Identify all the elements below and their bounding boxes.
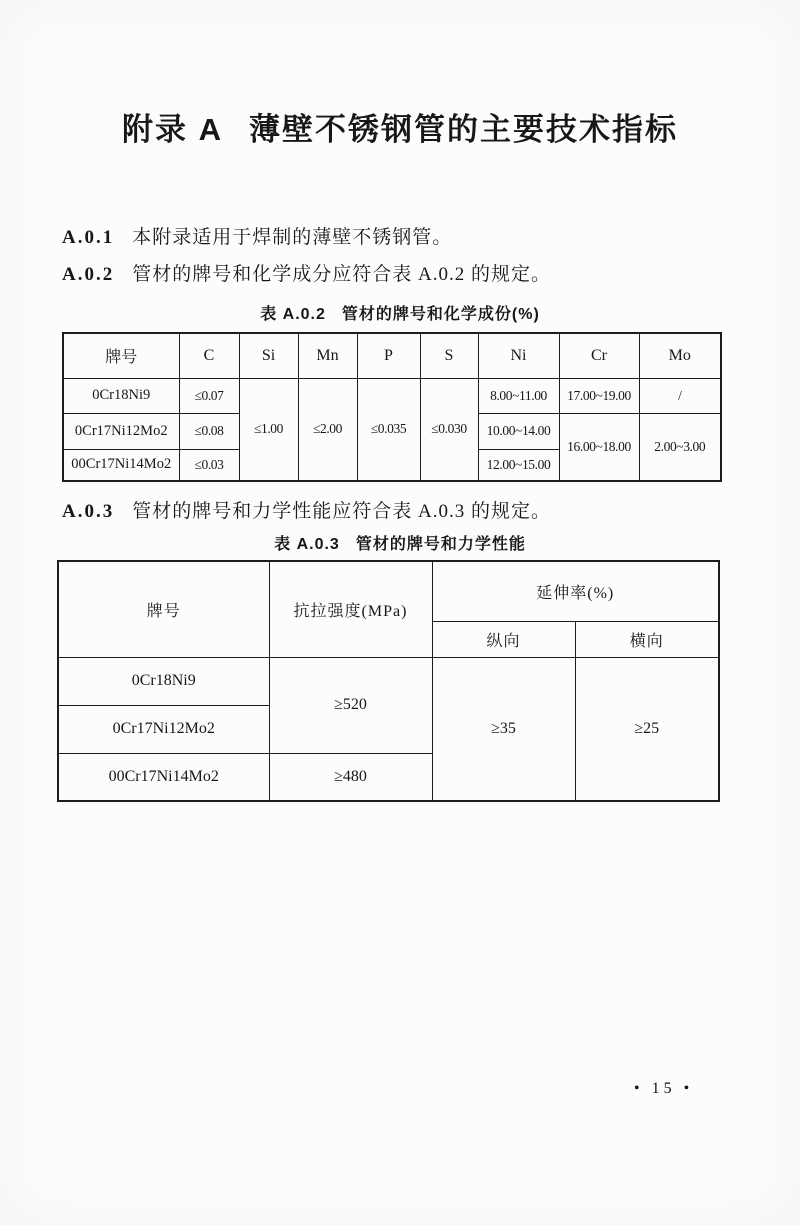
a02-header-ni: Ni (478, 333, 559, 378)
clause-a0-1-text: 本附录适用于焊制的薄壁不锈钢管。 (132, 227, 453, 248)
a02-s-merged: ≤0.030 (420, 378, 478, 481)
a02-p-merged: ≤0.035 (357, 378, 420, 481)
a02-cr-rows2-3: 16.00~18.00 (559, 413, 639, 481)
a03-elongation-longitudinal: ≥35 (432, 657, 575, 801)
page-title (0, 104, 800, 149)
clause-a0-3-text: 管材的牌号和力学性能应符合表 A.0.3 的规定。 (132, 501, 551, 522)
a02-c-row1: ≤0.07 (179, 378, 239, 413)
table-a03-caption-text: 管材的牌号和力学性能 (355, 536, 526, 553)
a02-ni-row2: 10.00~14.00 (478, 413, 559, 449)
table-a03-caption (0, 531, 800, 554)
clause-a0-2-number: A.0.2 (62, 264, 115, 285)
table-a02-header-row (63, 333, 721, 378)
a02-c-row2: ≤0.08 (179, 413, 239, 449)
table-a02-caption (0, 301, 800, 324)
clause-a0-3 (62, 496, 551, 523)
a02-header-s: S (420, 333, 478, 378)
a02-si-merged: ≤1.00 (239, 378, 298, 481)
a02-header-mn: Mn (298, 333, 357, 378)
a02-c-row3: ≤0.03 (179, 449, 239, 481)
a02-grade-00cr17ni14mo2: 00Cr17Ni14Mo2 (63, 449, 179, 481)
table-a03-row-1 (58, 657, 719, 705)
title-appendix-label: 附录 A (122, 112, 223, 147)
clause-a0-2-text: 管材的牌号和化学成分应符合表 A.0.2 的规定。 (132, 264, 551, 285)
clause-a0-3-number: A.0.3 (62, 501, 115, 522)
a02-grade-0cr18ni9: 0Cr18Ni9 (63, 378, 179, 413)
a03-header-tensile: 抗拉强度(MPa) (269, 561, 432, 657)
table-a03-caption-label: 表 A.0.3 (274, 536, 340, 553)
a03-header-transverse: 横向 (575, 621, 719, 657)
table-a02-chemical-composition (62, 332, 722, 482)
a03-elongation-transverse: ≥25 (575, 657, 719, 801)
clause-a0-1-number: A.0.1 (62, 227, 115, 248)
a02-header-c: C (179, 333, 239, 378)
page-number: • 15 • (634, 1080, 694, 1097)
clause-a0-1 (62, 222, 452, 249)
a02-mo-rows2-3: 2.00~3.00 (639, 413, 721, 481)
table-a03-mechanical-properties (57, 560, 720, 802)
a02-header-p: P (357, 333, 420, 378)
table-a03-header-row-1 (58, 561, 719, 621)
a02-grade-0cr17ni12mo2: 0Cr17Ni12Mo2 (63, 413, 179, 449)
a03-tensile-rows1-2: ≥520 (269, 657, 432, 753)
title-main-text: 薄壁不锈钢管的主要技术指标 (249, 112, 678, 147)
a03-grade-00cr17ni14mo2: 00Cr17Ni14Mo2 (58, 753, 269, 801)
table-a02-row-1 (63, 378, 721, 413)
a03-header-elongation: 延伸率(%) (432, 561, 719, 621)
a02-header-cr: Cr (559, 333, 639, 378)
a02-ni-row3: 12.00~15.00 (478, 449, 559, 481)
a02-mo-row1: / (639, 378, 721, 413)
a02-mn-merged: ≤2.00 (298, 378, 357, 481)
table-a02-caption-text: 管材的牌号和化学成份(%) (341, 306, 540, 323)
table-a02-caption-label: 表 A.0.2 (260, 306, 326, 323)
a03-header-grade: 牌号 (58, 561, 269, 657)
a02-header-grade: 牌号 (63, 333, 179, 378)
a02-ni-row1: 8.00~11.00 (478, 378, 559, 413)
clause-a0-2 (62, 259, 551, 286)
a03-header-longitudinal: 纵向 (432, 621, 575, 657)
a02-cr-row1: 17.00~19.00 (559, 378, 639, 413)
a03-tensile-row3: ≥480 (269, 753, 432, 801)
a02-header-mo: Mo (639, 333, 721, 378)
a03-grade-0cr17ni12mo2: 0Cr17Ni12Mo2 (58, 705, 269, 753)
a03-grade-0cr18ni9: 0Cr18Ni9 (58, 657, 269, 705)
a02-header-si: Si (239, 333, 298, 378)
